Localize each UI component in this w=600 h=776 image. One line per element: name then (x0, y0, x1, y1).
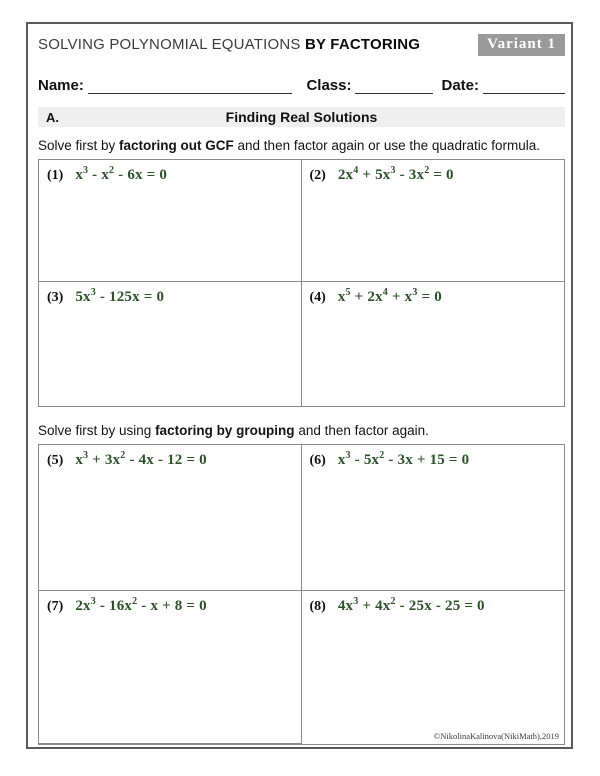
instruction-grouping-bold: factoring by grouping (155, 423, 295, 438)
problem-table-gcf (38, 159, 565, 407)
date-label: Date: (441, 77, 479, 94)
section-header-bar (38, 107, 565, 127)
problem-7-equation: $2x^3 - 16x^2 - x + 8 = 0$ (75, 596, 207, 614)
problem-5-number: (5) (47, 453, 64, 468)
problem-6-equation: $x^3 - 5x^2 - 3x + 15 = 0$ (337, 450, 470, 468)
problem-5-equation: $x^3 + 3x^2 - 4x - 12 = 0$ (75, 450, 207, 468)
problem-2-equation: $2x^4 + 5x^3 - 3x^2 = 0$ (337, 165, 454, 183)
problem-5 (47, 450, 293, 469)
problem-7-number: (7) (47, 599, 64, 614)
instruction-grouping-pre: Solve first by using (38, 423, 156, 438)
problem-4-equation: $x^5 + 2x^4 + x^3 = 0$ (337, 287, 442, 305)
class-label: Class: (306, 77, 352, 94)
problem-cell-8 (302, 591, 565, 744)
problem-1-number: (1) (47, 168, 64, 183)
date-blank-line (483, 75, 565, 94)
problem-cell-2 (302, 160, 565, 282)
problem-2-number: (2) (309, 168, 326, 183)
instruction-gcf (38, 138, 565, 153)
problem-table-grouping (38, 444, 565, 745)
problem-cell-7 (39, 591, 302, 744)
problem-8-equation: $4x^3 + 4x^2 - 25x - 25 = 0$ (337, 596, 485, 614)
problem-2 (310, 165, 557, 184)
problem-1 (47, 165, 293, 184)
variant-badge: Variant 1 (478, 34, 565, 56)
name-label: Name: (38, 77, 84, 94)
problem-8-number: (8) (309, 599, 326, 614)
worksheet-page (26, 22, 573, 749)
problem-8 (310, 596, 557, 615)
instruction-grouping (38, 423, 565, 438)
page-title (38, 34, 420, 53)
problem-3 (47, 287, 293, 306)
problem-cell-5 (39, 445, 302, 591)
page-title-bold: BY FACTORING (304, 36, 421, 53)
problem-3-equation: $5x^3 - 125x = 0$ (75, 287, 165, 305)
instruction-gcf-pre: Solve first by (38, 138, 120, 153)
instruction-grouping-post: and then factor again. (294, 423, 429, 438)
instruction-gcf-post: and then factor again or use the quadratic formula. (233, 138, 540, 153)
class-blank-line (355, 75, 433, 94)
problem-4 (310, 287, 557, 306)
problem-cell-6 (302, 445, 565, 591)
problem-1-equation: $x^3 - x^2 - 6x = 0$ (75, 165, 168, 183)
problem-cell-3 (39, 282, 302, 406)
student-fields-row (38, 70, 565, 94)
instruction-gcf-bold: factoring out GCF (119, 138, 234, 153)
problem-4-number: (4) (309, 290, 326, 305)
name-blank-line (88, 75, 293, 94)
section-letter: A. (46, 109, 59, 125)
problem-cell-1 (39, 160, 302, 282)
copyright-credit: ©NikolinaKalinova(NikiMath),2019 (433, 731, 559, 741)
problem-6-number: (6) (309, 453, 326, 468)
problem-3-number: (3) (47, 290, 64, 305)
problem-6 (310, 450, 557, 469)
problem-cell-4 (302, 282, 565, 406)
section-title: Finding Real Solutions (225, 109, 378, 125)
problem-7 (47, 596, 293, 615)
page-title-regular: SOLVING POLYNOMIAL EQUATIONS (38, 36, 305, 53)
header (38, 34, 565, 62)
